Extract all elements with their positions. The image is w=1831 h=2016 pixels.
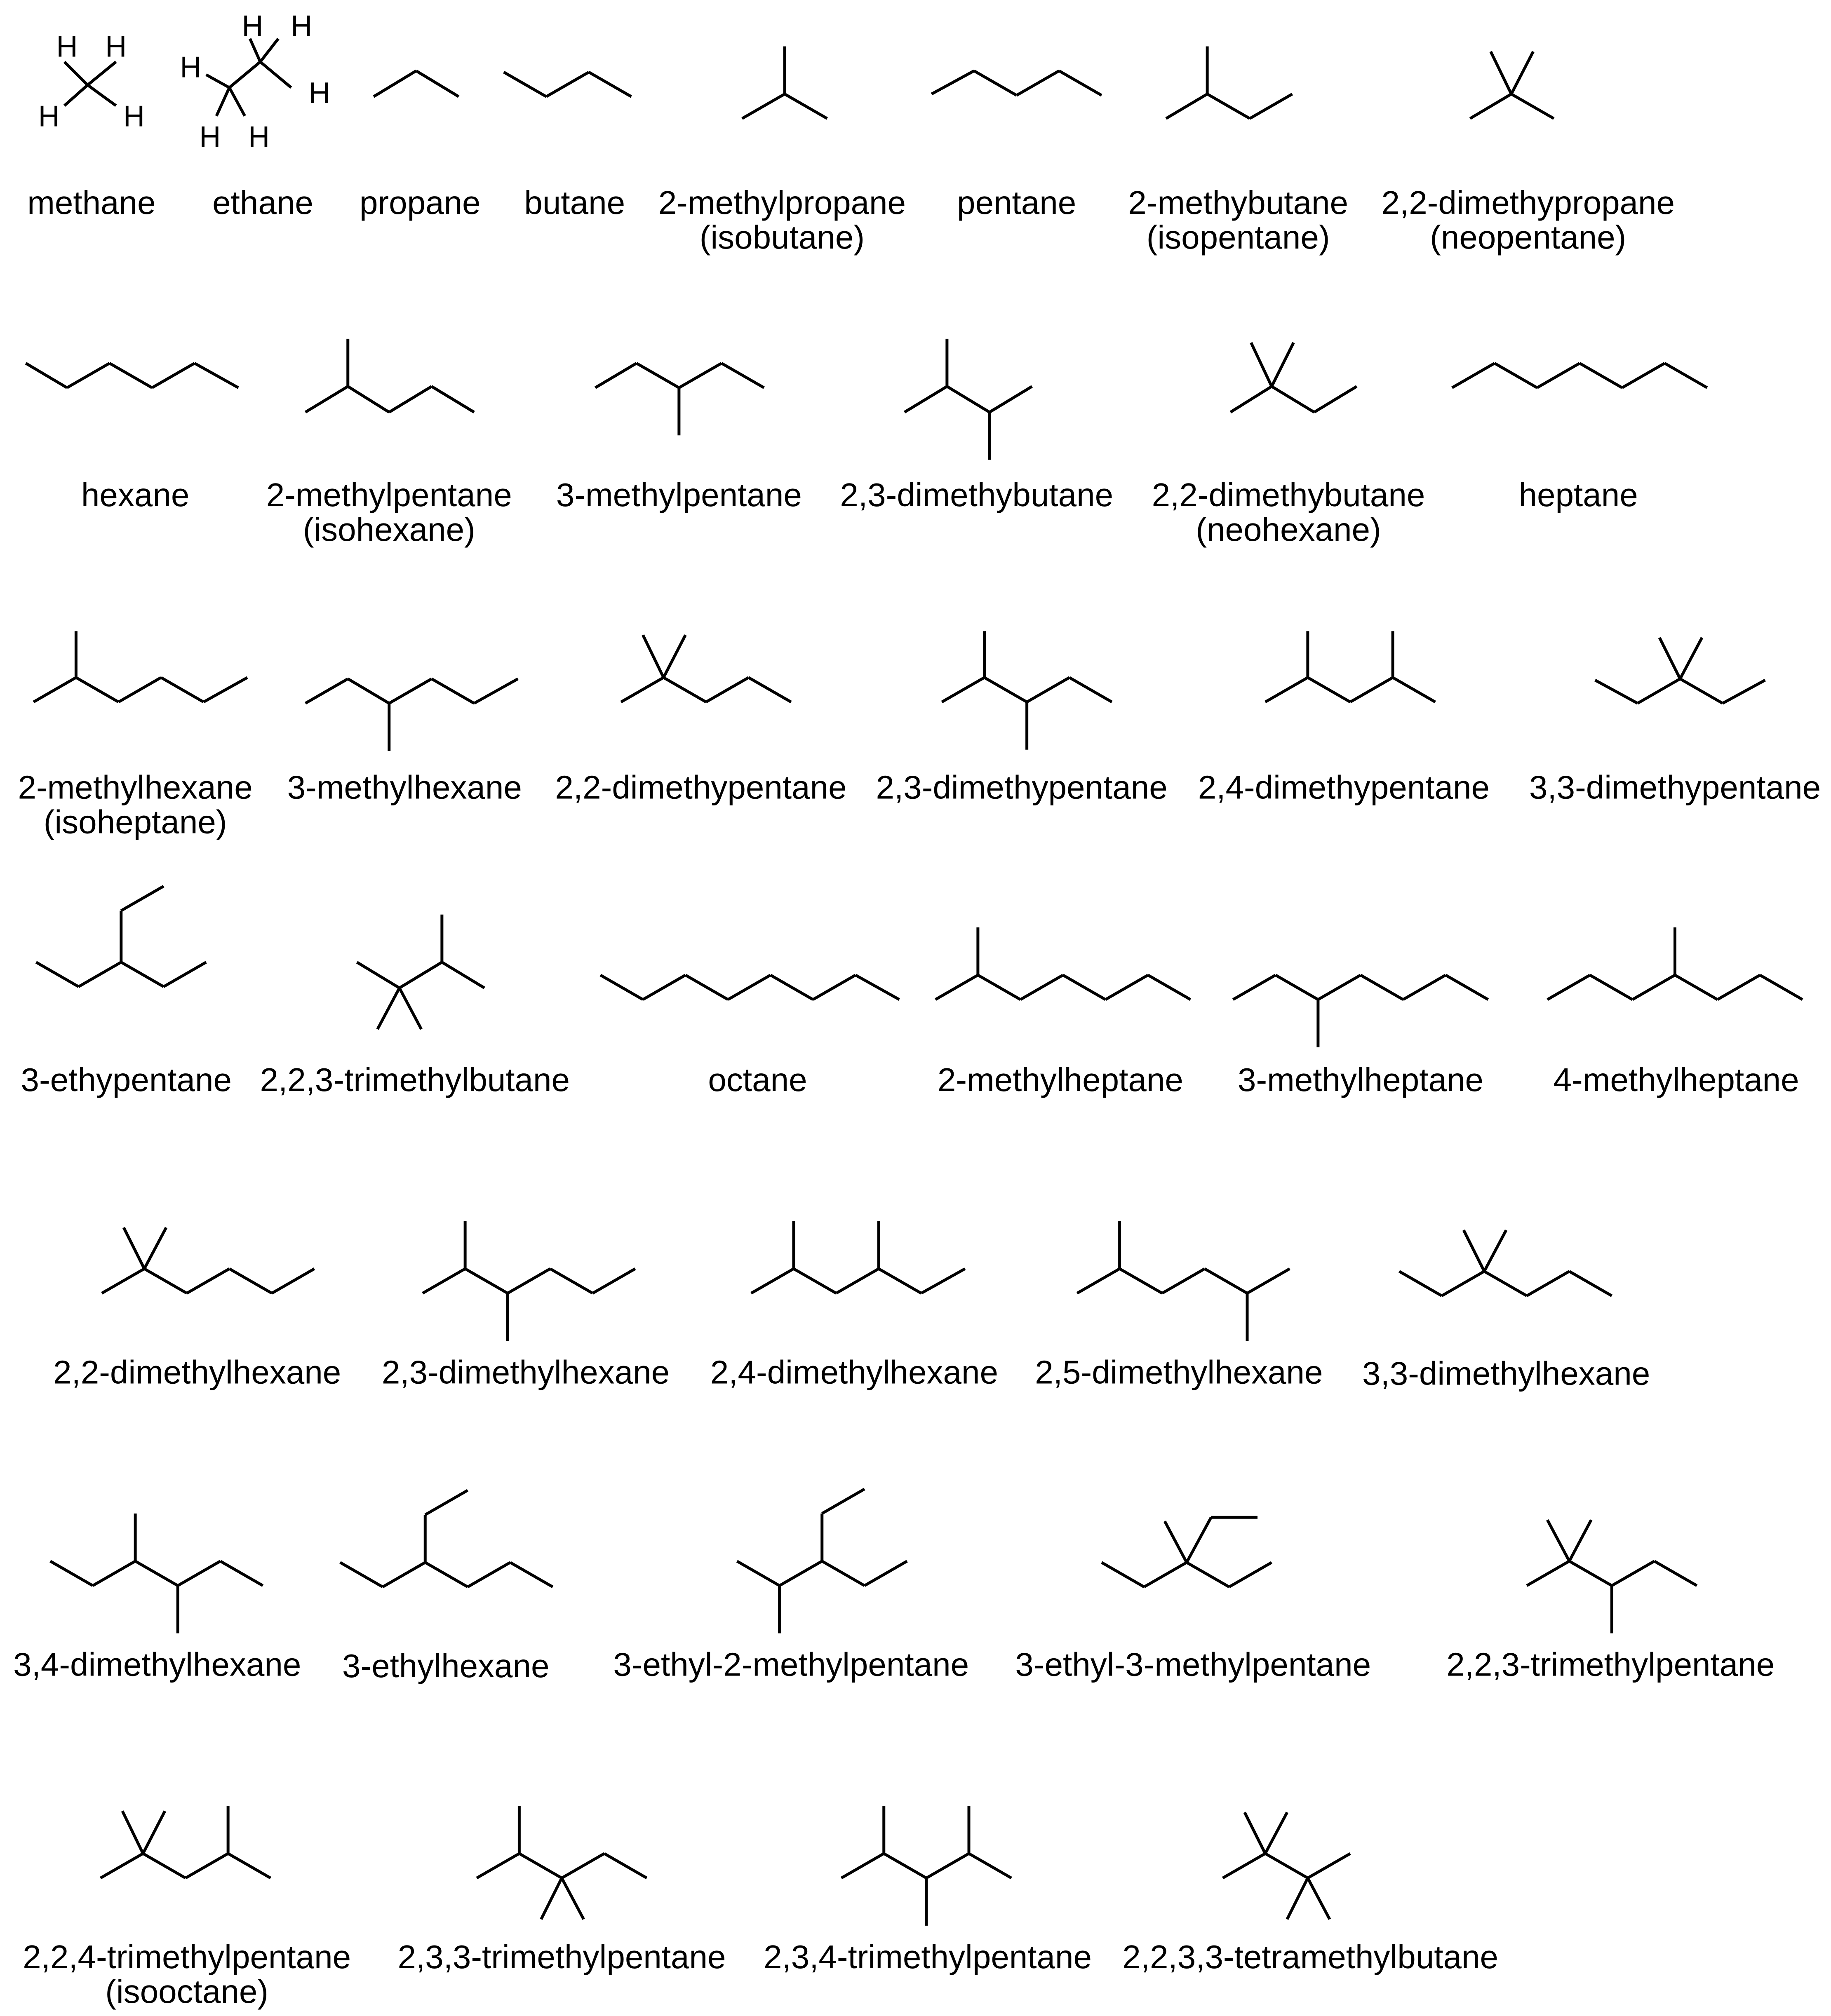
- bond: [1760, 975, 1803, 1000]
- compound-name-isopentane: 2-methybutane: [1128, 184, 1348, 221]
- bond: [780, 1561, 822, 1586]
- bond: [383, 1563, 425, 1587]
- bond: [135, 1561, 178, 1586]
- structure-23dmp: [942, 631, 1112, 750]
- structure-3eh: [340, 1490, 553, 1587]
- compound-name-ethane: ethane: [212, 184, 313, 221]
- bond: [921, 1269, 965, 1293]
- hydrogen-label: H: [242, 9, 263, 43]
- bond: [477, 1854, 519, 1878]
- compound-name-neohexane: 2,2-dimethybutane: [1152, 476, 1425, 514]
- compound-name-octane: octane: [708, 1061, 807, 1098]
- hydrogen-label: H: [291, 9, 313, 43]
- bond: [1166, 94, 1207, 118]
- bond: [1144, 1563, 1187, 1587]
- compound-name-3mp: 3-methylpentane: [556, 476, 802, 514]
- bond: [465, 1269, 508, 1293]
- bond: [64, 85, 87, 106]
- structure-isopentane: [1166, 47, 1292, 119]
- bond: [947, 387, 990, 413]
- bond: [1059, 71, 1102, 95]
- bond: [504, 72, 546, 96]
- structure-22dmp: [621, 635, 791, 702]
- bond: [416, 71, 458, 97]
- bond: [865, 1561, 907, 1586]
- bond: [1547, 975, 1590, 1000]
- bond: [1308, 1854, 1350, 1878]
- bond: [1723, 680, 1765, 703]
- bond: [884, 1854, 926, 1878]
- bond: [272, 1269, 314, 1293]
- compound-name-3ep: 3-ethypentane: [21, 1061, 232, 1098]
- bond: [546, 72, 589, 96]
- compound-common-name-isooctane: (isooctane): [105, 1973, 268, 2010]
- bond: [400, 962, 442, 988]
- structure-233tmp: [477, 1806, 647, 1919]
- bond: [1250, 94, 1292, 118]
- structure-3mp: [595, 363, 764, 435]
- bond: [423, 1269, 465, 1293]
- compound-name-23dmb: 2,3-dimethybutane: [840, 476, 1114, 514]
- structure-223tmb: [357, 915, 484, 1029]
- bond: [1665, 363, 1707, 387]
- bond: [216, 88, 229, 116]
- bond: [508, 1269, 550, 1293]
- bond: [1622, 363, 1664, 387]
- bond: [822, 1561, 865, 1586]
- structure-24dmh: [751, 1221, 965, 1293]
- bond: [1580, 363, 1622, 387]
- bond: [706, 678, 749, 702]
- bond: [124, 1227, 144, 1269]
- bond: [220, 1561, 263, 1586]
- bond: [813, 975, 856, 1000]
- bond: [679, 363, 722, 387]
- bond: [1393, 678, 1435, 702]
- bond: [1233, 975, 1276, 1000]
- bond: [722, 363, 764, 387]
- compound-common-name-isopentane: (isopentane): [1146, 218, 1330, 256]
- bond: [121, 962, 164, 986]
- bond: [306, 387, 348, 413]
- bond: [1318, 975, 1361, 1000]
- bond: [1265, 1812, 1287, 1854]
- structure-isobutane: [742, 47, 827, 119]
- bond: [663, 678, 706, 702]
- bond: [785, 94, 827, 118]
- bond: [442, 962, 484, 988]
- structure-34dmh: [50, 1514, 263, 1633]
- bond: [1511, 94, 1554, 118]
- compound-common-name-isohexane: (isohexane): [303, 511, 475, 548]
- compound-name-hexane: hexane: [81, 476, 190, 514]
- bond: [771, 975, 813, 1000]
- compound-common-name-isobutane: (isobutane): [699, 218, 865, 256]
- bond: [541, 1878, 562, 1919]
- bond: [1205, 1269, 1247, 1293]
- hydrogen-label: H: [38, 100, 60, 133]
- bond: [1537, 363, 1580, 387]
- bond: [1017, 71, 1059, 95]
- hydrogen-atom-labels: [38, 10, 330, 154]
- bond: [1165, 1521, 1187, 1563]
- bond: [88, 62, 116, 85]
- structure-isooctane: [101, 1806, 271, 1878]
- compound-name-butane: butane: [524, 184, 625, 221]
- compound-name-33dmp: 3,3-dimethypentane: [1529, 769, 1821, 806]
- bond: [1063, 975, 1105, 1000]
- structure-33dmp: [1595, 638, 1765, 703]
- bond: [1223, 1854, 1265, 1878]
- hydrogen-label: H: [56, 30, 78, 63]
- bond: [1569, 1561, 1612, 1586]
- bond: [306, 679, 348, 703]
- bond: [93, 1561, 135, 1586]
- bond: [595, 363, 637, 387]
- compound-name-3e2mp: 3-ethyl-2-methylpentane: [613, 1646, 969, 1683]
- bond: [942, 678, 984, 702]
- bond: [562, 1854, 604, 1878]
- bond: [1245, 1812, 1265, 1854]
- bond: [1470, 94, 1511, 118]
- structure-hexane: [26, 363, 239, 387]
- bond: [1361, 975, 1403, 1000]
- bond: [1632, 975, 1675, 1000]
- bond: [1105, 975, 1148, 1000]
- hydrogen-label: H: [199, 120, 221, 154]
- bond: [1491, 52, 1511, 94]
- bond: [751, 1269, 794, 1293]
- structure-234tmp: [841, 1806, 1012, 1926]
- bond: [121, 886, 164, 911]
- bond: [389, 679, 432, 703]
- structure-heptane: [1452, 363, 1707, 387]
- bond: [1069, 678, 1112, 702]
- bond: [510, 1563, 553, 1587]
- compound-name-methane: methane: [27, 184, 156, 221]
- bond: [468, 1563, 510, 1587]
- bond: [1655, 1561, 1697, 1586]
- bond: [728, 975, 771, 1000]
- bond: [229, 1269, 272, 1293]
- bond: [836, 1269, 879, 1293]
- bond: [1511, 52, 1533, 94]
- bond: [161, 678, 204, 702]
- bond: [122, 1811, 143, 1854]
- structure-22dmh: [102, 1227, 315, 1293]
- bond: [1308, 1878, 1330, 1919]
- bond: [1569, 1520, 1591, 1561]
- bond: [1399, 1271, 1442, 1295]
- bond: [1229, 1563, 1272, 1587]
- bond: [206, 75, 229, 87]
- bond: [474, 679, 518, 703]
- bond: [1230, 387, 1272, 413]
- bond: [348, 387, 389, 413]
- bond: [1452, 363, 1495, 387]
- bond: [519, 1854, 562, 1878]
- bond: [357, 962, 400, 988]
- bond: [101, 1854, 143, 1878]
- bond: [686, 975, 728, 1000]
- bond: [144, 1269, 187, 1293]
- bond: [841, 1854, 884, 1878]
- bond: [737, 1561, 780, 1586]
- structure-pentane: [931, 71, 1102, 95]
- compound-name-4mhep: 4-methylheptane: [1553, 1061, 1799, 1098]
- bond: [119, 678, 161, 702]
- structure-methane: [64, 62, 116, 106]
- bond: [260, 62, 291, 88]
- compound-name-2mhep: 2-methylheptane: [937, 1061, 1183, 1098]
- bond: [1484, 1230, 1506, 1271]
- bond: [1162, 1269, 1205, 1293]
- bond: [1207, 94, 1250, 118]
- bond: [1148, 975, 1190, 1000]
- bond: [1350, 678, 1393, 702]
- structure-3mh: [306, 679, 518, 751]
- structure-223tmp: [1527, 1520, 1697, 1633]
- structure-propane: [374, 71, 458, 97]
- structure-33dmh: [1399, 1230, 1612, 1295]
- bond: [1547, 1520, 1569, 1561]
- compound-name-neopentane: 2,2-dimethypropane: [1381, 184, 1675, 221]
- bond: [1308, 678, 1350, 702]
- structure-3e2mp: [737, 1489, 907, 1633]
- bond: [79, 962, 121, 986]
- bond: [1680, 638, 1702, 679]
- bond: [1265, 678, 1308, 702]
- bond: [1595, 680, 1638, 703]
- bond: [425, 1563, 468, 1587]
- bond: [974, 71, 1017, 95]
- compound-common-name-neohexane: (neohexane): [1196, 511, 1381, 548]
- bond: [1569, 1271, 1612, 1295]
- compound-name-2233tmb: 2,2,3,3-tetramethylbutane: [1122, 1939, 1498, 1975]
- compound-name-isohexane: 2-methylpentane: [266, 476, 512, 514]
- bond: [589, 72, 631, 96]
- bond: [76, 678, 118, 702]
- bond: [389, 387, 432, 413]
- bond: [1527, 1271, 1569, 1295]
- compound-name-233tmp: 2,3,3-trimethylpentane: [397, 1939, 726, 1975]
- bond: [1638, 679, 1680, 703]
- bond: [378, 988, 400, 1029]
- bond: [229, 88, 245, 116]
- compound-name-22dmh: 2,2-dimethylhexane: [53, 1354, 341, 1391]
- bond: [229, 62, 260, 88]
- bond: [228, 1854, 270, 1878]
- bond: [88, 85, 116, 106]
- bond: [1484, 1271, 1527, 1295]
- bond: [1464, 1230, 1484, 1271]
- structure-octane: [600, 975, 899, 1000]
- bond: [1659, 638, 1680, 679]
- compound-name-3eh: 3-ethylhexane: [342, 1647, 550, 1684]
- bond: [1272, 387, 1314, 413]
- compound-name-3mhep: 3-methylheptane: [1238, 1061, 1483, 1098]
- compound-name-3e3mp: 3-ethyl-3-methylpentane: [1015, 1646, 1371, 1683]
- compound-name-34dmh: 3,4-dimethylhexane: [13, 1646, 301, 1683]
- compound-name-isooctane: 2,2,4-trimethylpentane: [23, 1939, 351, 1975]
- bond: [432, 679, 474, 703]
- compound-name-24dmp: 2,4-dimethypentane: [1198, 769, 1490, 806]
- structure-neopentane: [1470, 52, 1554, 119]
- bond: [1495, 363, 1537, 387]
- bond: [822, 1489, 865, 1514]
- bond: [1187, 1517, 1211, 1562]
- compound-name-223tmb: 2,2,3-trimethylbutane: [260, 1061, 570, 1098]
- compound-name-isoheptane: 2-methylhexane: [18, 769, 253, 806]
- compound-name-24dmh: 2,4-dimethylhexane: [710, 1354, 998, 1391]
- bond: [152, 363, 195, 387]
- compound-common-name-isoheptane: (isoheptane): [43, 803, 227, 840]
- bond: [1527, 1561, 1569, 1586]
- bond-lines: [26, 39, 1803, 1926]
- structure-24dmp: [1265, 631, 1436, 702]
- bond: [425, 1490, 468, 1515]
- bond: [794, 1269, 836, 1293]
- bond: [36, 962, 79, 986]
- compound-name-propane: propane: [359, 184, 481, 221]
- bond: [637, 363, 679, 387]
- bond: [749, 678, 791, 702]
- bond: [1675, 975, 1718, 1000]
- bond: [1247, 1269, 1290, 1293]
- bond: [1187, 1563, 1229, 1587]
- bond: [1020, 975, 1063, 1000]
- compound-names: [13, 184, 1821, 2010]
- compound-name-23dmp: 2,3-dimethypentane: [876, 769, 1168, 806]
- bond: [879, 1269, 921, 1293]
- structure-ethane: [206, 39, 291, 116]
- compound-name-heptane: heptane: [1518, 476, 1638, 514]
- bond: [1446, 975, 1488, 1000]
- bond: [1287, 1878, 1308, 1919]
- bond: [33, 678, 76, 702]
- bond: [348, 679, 389, 703]
- compound-name-pentane: pentane: [957, 184, 1077, 221]
- bond: [143, 1854, 186, 1878]
- compound-name-223tmp: 2,2,3-trimethylpentane: [1446, 1646, 1775, 1683]
- structure-23dmb: [905, 339, 1032, 460]
- bond: [187, 1269, 229, 1293]
- bond: [1314, 387, 1357, 413]
- bond: [1077, 1269, 1120, 1293]
- compound-name-3mh: 3-methylhexane: [287, 769, 522, 806]
- bond: [643, 635, 663, 678]
- bond: [1251, 343, 1272, 386]
- bond: [204, 678, 247, 702]
- structure-2233tmb: [1223, 1812, 1350, 1919]
- bond: [856, 975, 899, 1000]
- hydrogen-label: H: [309, 77, 330, 110]
- bond: [562, 1878, 584, 1919]
- bond: [1265, 1854, 1308, 1878]
- bond: [144, 1227, 166, 1269]
- bond: [1120, 1269, 1162, 1293]
- bond: [1403, 975, 1446, 1000]
- structure-25dmh: [1077, 1221, 1290, 1341]
- structure-isoheptane: [33, 631, 247, 702]
- bond: [600, 975, 643, 1000]
- bond: [990, 387, 1032, 413]
- bond: [102, 1269, 144, 1293]
- bond: [340, 1563, 383, 1587]
- bond: [195, 363, 238, 387]
- bond: [1276, 975, 1318, 1000]
- structure-neohexane: [1230, 343, 1356, 412]
- bond: [550, 1269, 592, 1293]
- structure-isohexane: [306, 339, 474, 412]
- compound-name-22dmp: 2,2-dimethypentane: [555, 769, 847, 806]
- bond: [931, 71, 974, 94]
- bond: [663, 635, 685, 678]
- compound-name-23dmh: 2,3-dimethylhexane: [381, 1354, 670, 1391]
- bond: [604, 1854, 647, 1878]
- compound-common-name-neopentane: (neopentane): [1430, 218, 1627, 256]
- bond: [1612, 1561, 1654, 1586]
- bond: [432, 387, 474, 413]
- hydrogen-label: H: [123, 100, 145, 133]
- structure-3ep: [36, 886, 207, 987]
- bond: [593, 1269, 635, 1293]
- bond: [67, 363, 110, 387]
- bond: [926, 1854, 969, 1878]
- bond: [110, 363, 152, 387]
- structure-2mhep: [935, 927, 1191, 1000]
- compound-name-234tmp: 2,3,4-trimethylpentane: [763, 1939, 1092, 1975]
- bond: [374, 71, 416, 97]
- bond: [969, 1854, 1011, 1878]
- hydrogen-label: H: [180, 51, 202, 84]
- hydrogen-label: H: [248, 120, 270, 154]
- structure-butane: [504, 72, 631, 96]
- compound-name-33dmh: 3,3-dimethylhexane: [1362, 1355, 1650, 1392]
- bond: [1442, 1271, 1484, 1295]
- compound-name-isobutane: 2-methylpropane: [658, 184, 906, 221]
- bond: [985, 678, 1027, 702]
- structure-3mhep: [1233, 975, 1488, 1047]
- bond: [742, 94, 785, 118]
- bond: [1590, 975, 1632, 1000]
- bond: [50, 1561, 93, 1586]
- bond: [178, 1561, 220, 1586]
- bond: [905, 387, 947, 413]
- bond: [1718, 975, 1760, 1000]
- bond: [1102, 1563, 1144, 1587]
- bond: [143, 1811, 165, 1854]
- bond: [935, 975, 978, 1000]
- structure-3e3mp: [1102, 1517, 1272, 1587]
- bond: [1272, 343, 1293, 386]
- bond: [1680, 679, 1723, 703]
- bond: [1027, 678, 1069, 702]
- bond: [643, 975, 685, 1000]
- bond: [186, 1854, 228, 1878]
- structure-23dmh: [423, 1221, 635, 1341]
- bond: [621, 678, 663, 702]
- compound-name-25dmh: 2,5-dimethylhexane: [1035, 1354, 1323, 1391]
- bond: [164, 962, 206, 986]
- bond: [26, 363, 67, 387]
- bond: [400, 988, 421, 1029]
- bond: [64, 62, 87, 85]
- bond: [978, 975, 1020, 1000]
- structure-4mhep: [1547, 927, 1803, 1000]
- hydrogen-label: H: [105, 30, 127, 63]
